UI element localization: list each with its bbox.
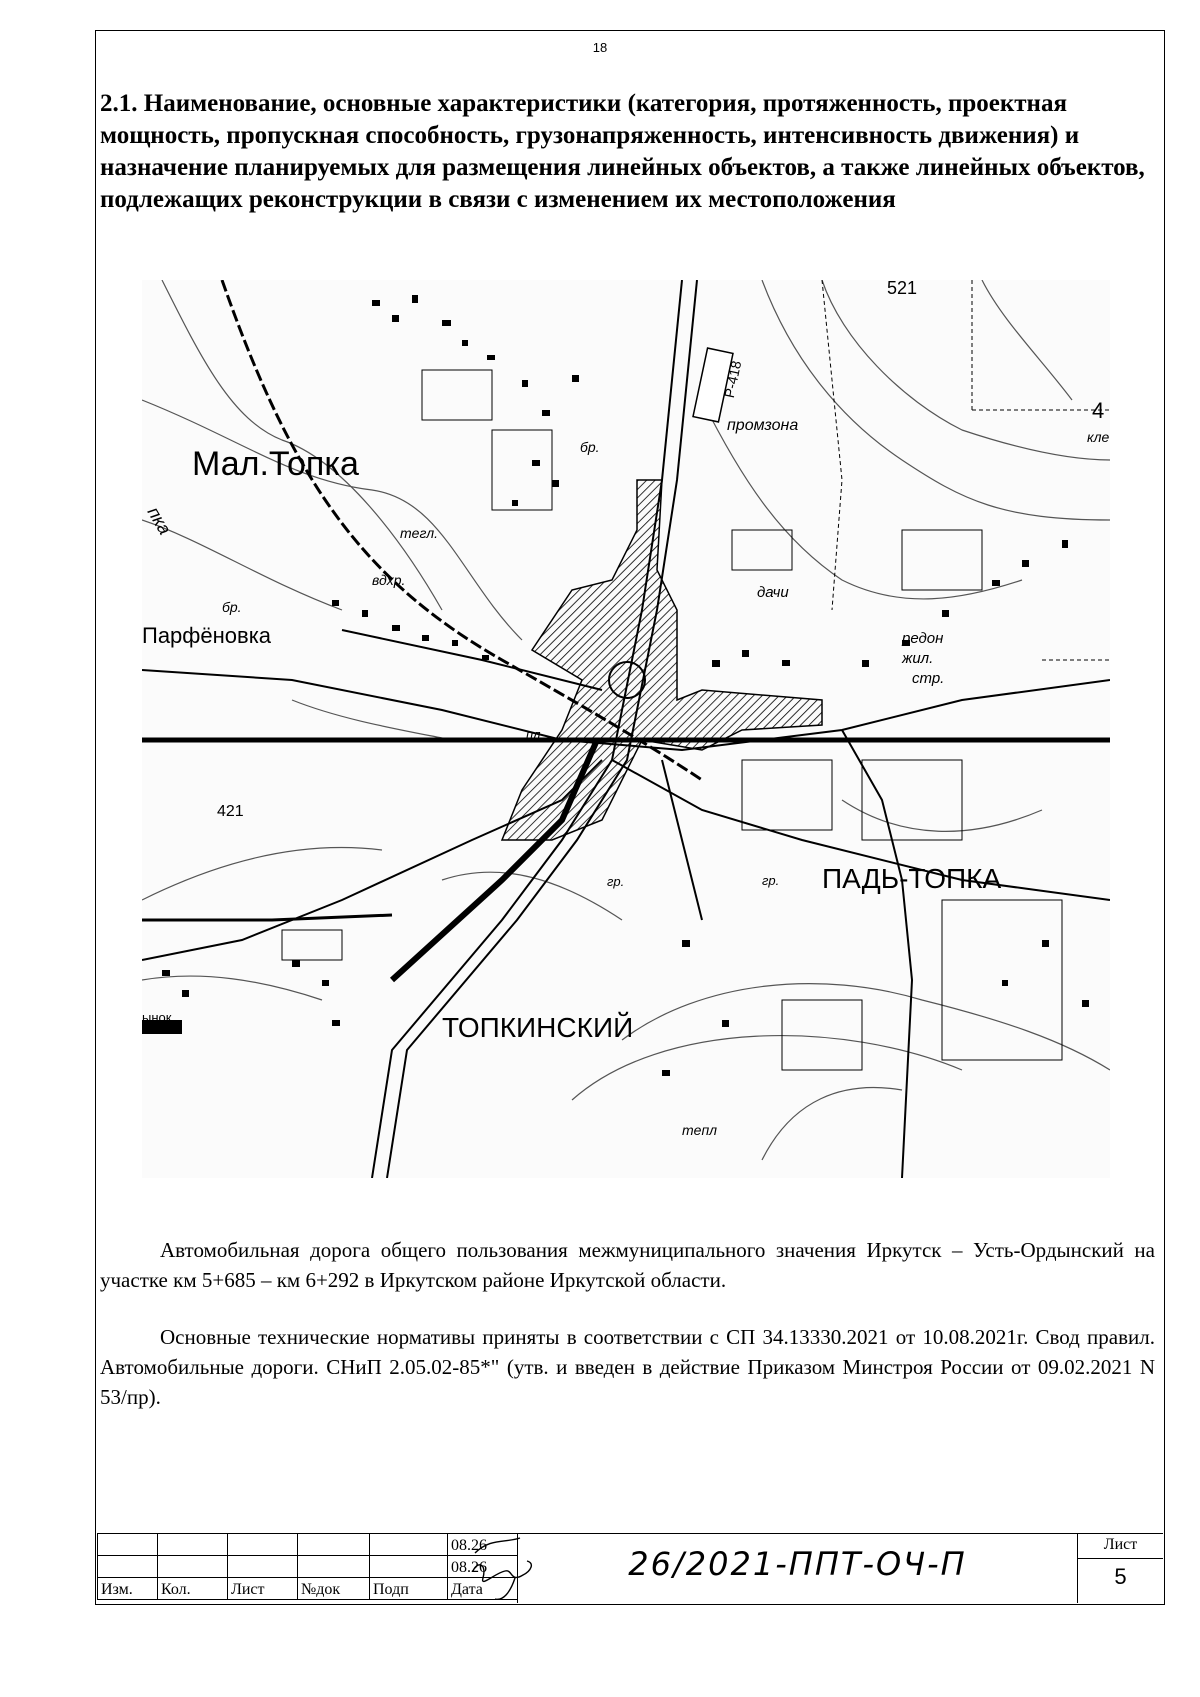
label-rynok: ынок [142,1010,172,1025]
label-topkinsky: ТОПКИНСКИЙ [442,1012,634,1043]
date-2: 08.26 [448,1556,518,1578]
paragraph-standards-text: Основные технические нормативы приняты в соответствии с СП 34.13330.2021 от 10.08.2021г. Свод правил. Автомобильные дороги. СНиП 2.05.02-85*" (утв. и введен в действие Приказом Минстроя России от 09.02.2021 N 53/пр). [100,1325,1155,1409]
label-parfenovka: Парфёновка [142,623,272,648]
paragraph-road-description [100,1235,1155,1295]
sheet-box [1077,1533,1163,1603]
header-kol: Кол. [158,1578,228,1600]
title-block-table [97,1533,518,1600]
header-izm: Изм. [98,1578,158,1600]
header-ndok: №док [298,1578,370,1600]
page-number: 18 [592,40,608,55]
label-gr: гр. [607,874,625,889]
title-block [97,1533,1163,1603]
label-pl: пл. [526,727,545,742]
label-dachi: дачи [757,584,789,601]
label-tegl: тегл. [400,525,438,541]
label-road-p418: Р-418 [720,359,745,400]
sheet-number: 5 [1114,1564,1127,1589]
label-promzona: промзона [727,417,799,434]
label-gr2: гр. [762,873,780,888]
paragraph-standards [100,1322,1155,1412]
label-str: стр. [912,670,945,687]
label-ka: пка [143,503,176,538]
label-zhil: жил. [902,650,934,667]
label-pad-topka: ПАДЬ-ТОПКА [822,863,1002,894]
label-redon: редон [902,630,944,647]
label-421: 421 [217,803,244,820]
header-data: Дата [448,1578,518,1600]
sheet-divider [1078,1558,1163,1559]
topographic-map [142,280,1110,1178]
document-code: 26/2021-ППТ-ОЧ-П [517,1533,1077,1603]
section-heading: 2.1. Наименование, основные характеристики (категория, протяженность, проектная мощность, пропускная способность, грузонапряженность, интенсивность движения) и назначение планируемых для размещения линейных объектов, а также линейных объектов, подлежащих реконструкции в связи с изменением их местоположения [100,90,1145,213]
label-521: 521 [887,280,918,298]
label-br2: бр. [222,599,242,615]
header-podp: Подп [370,1578,448,1600]
label-tepl: тепл [682,1122,718,1138]
paragraph-road-description-text: Автомобильная дорога общего пользования межмуниципального значения Иркутск – Усть-Ордынский на участке км 5+685 – км 6+292 в Иркутском районе Иркутской области. [100,1238,1155,1292]
sheet-label: Лист [1103,1536,1138,1553]
label-mal-topka: Мал.Топка [192,445,359,483]
label-kle: кле [1087,429,1110,445]
label-4: 4 [1092,398,1105,423]
label-vdhr: вдхр. [372,572,406,588]
label-br: бр. [580,439,600,455]
date-1: 08.26 [448,1534,518,1556]
header-list: Лист [228,1578,298,1600]
